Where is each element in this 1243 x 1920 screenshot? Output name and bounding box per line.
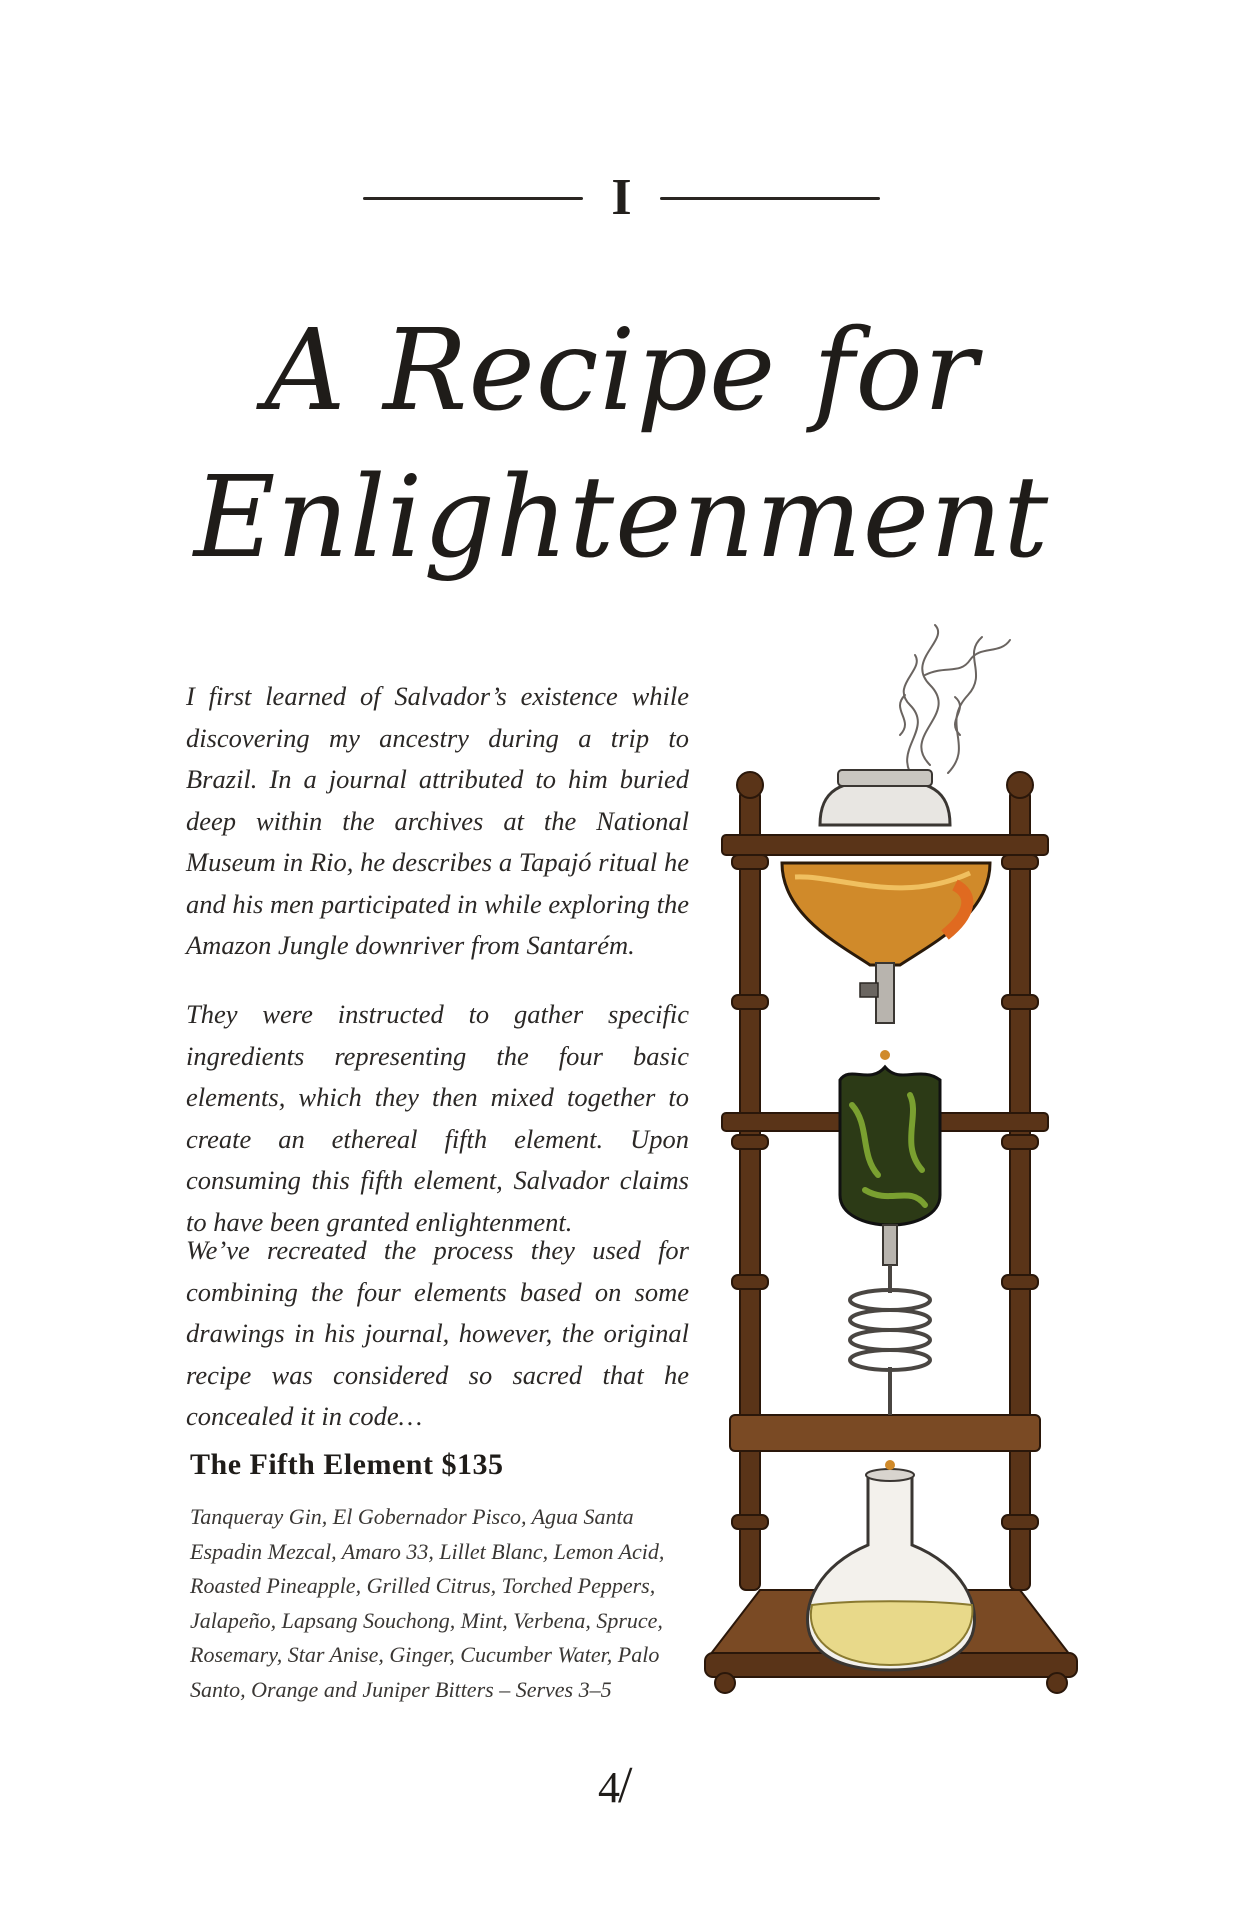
page-title-line-2: Enlightenment [193, 453, 1050, 583]
top-water-jar [820, 770, 950, 825]
chapter-rule-left [363, 197, 583, 200]
coil-condenser [850, 1265, 930, 1415]
page-number [598, 1756, 632, 1815]
chapter-rule-right [660, 197, 880, 200]
chapter-numeral: I [611, 169, 632, 226]
drink-name-price: The Fifth Element $135 [190, 1448, 504, 1481]
upper-bowl [782, 863, 990, 1060]
page-title-line-1: A Recipe for [264, 306, 979, 436]
lower-flask [807, 1460, 974, 1670]
cold-drip-tower-illustration [700, 615, 1090, 1715]
chapter-heading [0, 168, 1243, 228]
story-paragraph-3: We’ve recreated the process they used for combining the four elements based on some drawings in his journal, however, the original recipe was considered so sacred that he concealed it in code… [186, 1235, 689, 1431]
page-number-value: 4 [598, 1763, 620, 1812]
herb-chamber [840, 1067, 940, 1265]
story-paragraph-2: They were instructed to gather specific ingredients representing the four basic elements, which they then mixed together to create an ethereal fifth element. Upon consuming this fifth element, Salvador claims to have been granted enlightenment. [186, 999, 689, 1237]
story-paragraph-1: I first learned of Salvador’s existence while discovering my ancestry during a trip to Brazil. In a journal attributed to him buried deep within the archives at the National Museum in Rio, he describes a Tapajó ritual he and his men participated in while exploring the Amazon Jungle downriver from Santarém. [186, 681, 689, 960]
page-number-mark: / [618, 1757, 633, 1814]
drink-ingredients: Tanqueray Gin, El Gobernador Pisco, Agua Santa Espadin Mezcal, Amaro 33, Lillet Blanc, Lemon Acid, Roasted Pineapple, Grilled Citrus, Torched Peppers, Jalapeño, Lapsang Souchong, Mint, Verbena, Spruce, Rosemary, Star Anise, Ginger, Cucumber Water, Palo Santo, Orange and Juniper Bitters – Serves 3–5 [190, 1504, 665, 1702]
smoke-wisps [900, 625, 1010, 780]
